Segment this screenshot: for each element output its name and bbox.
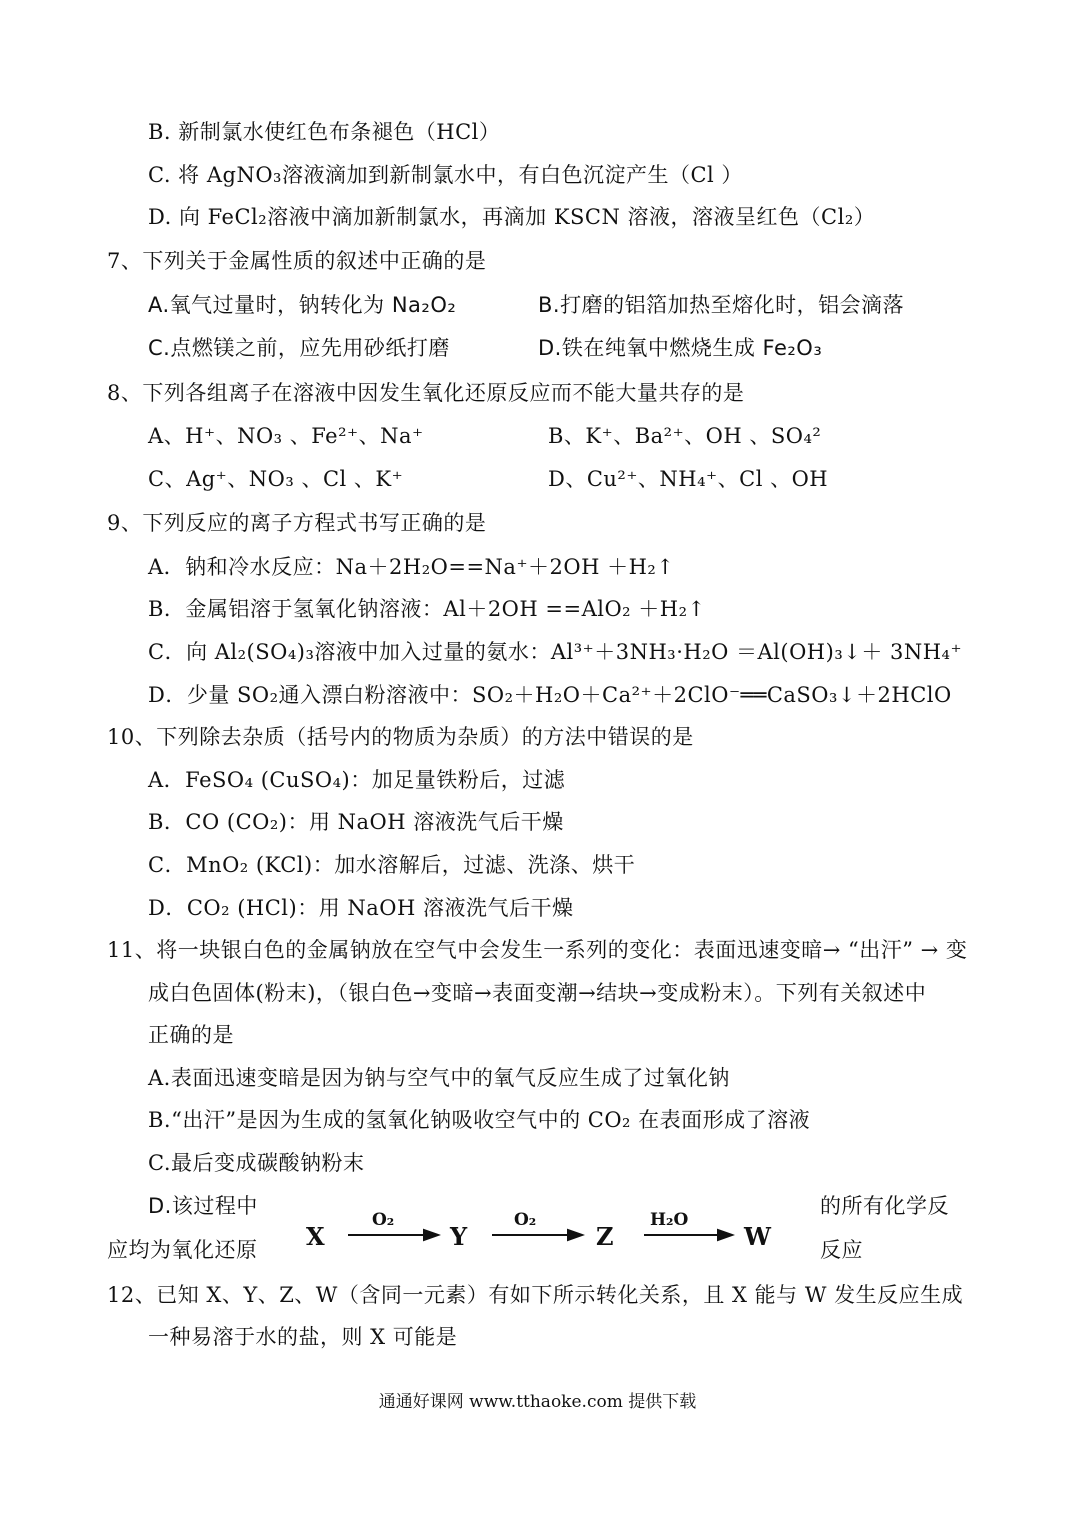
option-10a: A．FeSO₄ (CuSO₄)：加足量铁粉后，过滤	[148, 768, 566, 792]
question-11-line-2: 成白色固体(粉末)，（银白色→变暗→表面变潮→结块→变成粉末）。下列有关叙述中	[148, 981, 927, 1005]
question-10: 10、下列除去杂质（括号内的物质为杂质）的方法中错误的是	[107, 725, 694, 749]
option-9c: C．向 Al₂(SO₄)₃溶液中加入过量的氨水：Al³⁺＋3NH₃·H₂O ＝Al(OH)₃↓＋ 3NH₄⁺	[148, 640, 963, 664]
diagram-arrow-label-2: O₂	[514, 1210, 537, 1230]
option-11a: A.表面迅速变暗是因为钠与空气中的氧气反应生成了过氧化钠	[148, 1066, 730, 1090]
diagram-node-z: Z	[596, 1222, 614, 1251]
diagram-node-y: Y	[450, 1222, 468, 1251]
option-11b: B.“出汗”是因为生成的氢氧化钠吸收空气中的 CO₂ 在表面形成了溶液	[148, 1108, 811, 1132]
option-11d-part-3: 的所有化学反	[820, 1194, 949, 1218]
question-11-line-3: 正确的是	[148, 1023, 234, 1047]
option-11c: C.最后变成碳酸钠粉末	[148, 1151, 365, 1175]
question-9: 9、下列反应的离子方程式书写正确的是	[107, 511, 487, 535]
question-7: 7、下列关于金属性质的叙述中正确的是	[107, 249, 487, 273]
option-7c: C.点燃镁之前，应先用砂纸打磨	[148, 336, 450, 360]
option-6b: B. 新制氯水使红色布条褪色（HCl）	[148, 120, 501, 144]
option-10b: B．CO (CO₂)：用 NaOH 溶液洗气后干燥	[148, 810, 564, 834]
option-11d-part-4: 反应	[820, 1238, 863, 1262]
question-12: 12、已知 X、Y、Z、W（含同一元素）有如下所示转化关系，且 X 能与 W 发生反应生成	[107, 1283, 964, 1307]
question-11: 11、将一块银白色的金属钠放在空气中会发生一系列的变化：表面迅速变暗→ “出汗” → 变	[107, 938, 968, 962]
option-8b: B、K⁺、Ba²⁺、OH 、SO₄²	[548, 424, 822, 448]
diagram-arrowhead-3	[718, 1230, 732, 1240]
option-11d-part-1: D.该过程中	[148, 1194, 258, 1218]
option-10d: D．CO₂ (HCl)：用 NaOH 溶液洗气后干燥	[148, 896, 574, 920]
diagram-arrowhead-1	[424, 1230, 438, 1240]
option-7a: A.氧气过量时，钠转化为 Na₂O₂	[148, 293, 457, 317]
question-8: 8、下列各组离子在溶液中因发生氧化还原反应而不能大量共存的是	[107, 381, 745, 405]
option-9a: A．钠和冷水反应：Na＋2H₂O==Na⁺＋2OH ＋H₂↑	[148, 555, 675, 579]
diagram-node-x: X	[306, 1222, 325, 1251]
option-6c: C. 将 AgNO₃溶液滴加到新制氯水中，有白色沉淀产生（Cl ）	[148, 163, 743, 187]
option-11d-part-2: 应均为氧化还原	[107, 1238, 258, 1262]
option-10c: C．MnO₂ (KCl)：加水溶解后，过滤、洗涤、烘干	[148, 853, 636, 877]
diagram-arrow-label-1: O₂	[372, 1210, 395, 1230]
option-9b: B．金属铝溶于氢氧化钠溶液：Al＋2OH ==AlO₂ ＋H₂↑	[148, 597, 706, 621]
option-7b: B.打磨的铝箔加热至熔化时，铝会滴落	[538, 293, 905, 317]
option-6d: D. 向 FeCl₂溶液中滴加新制氯水，再滴加 KSCN 溶液，溶液呈红色（Cl₂）	[148, 205, 876, 229]
option-8d: D、Cu²⁺、NH₄⁺、Cl 、OH	[548, 467, 829, 491]
option-8c: C、Ag⁺、NO₃ 、Cl 、K⁺	[148, 467, 404, 491]
question-12-line-2: 一种易溶于水的盐，则 X 可能是	[148, 1325, 458, 1349]
diagram-arrow-label-3: H₂O	[650, 1210, 689, 1230]
option-8a: A、H⁺、NO₃ 、Fe²⁺、Na⁺	[148, 424, 424, 448]
option-7d: D.铁在纯氧中燃烧生成 Fe₂O₃	[538, 336, 823, 360]
conversion-diagram	[300, 1203, 800, 1263]
diagram-arrowhead-2	[568, 1230, 582, 1240]
option-9d: D．少量 SO₂通入漂白粉溶液中：SO₂＋H₂O＋Ca²⁺＋2ClO⁻══CaSO₃↓＋2HClO	[148, 683, 952, 707]
page-footer: 通通好课网 www.tthaoke.com 提供下载	[378, 1392, 697, 1412]
diagram-node-w: W	[744, 1222, 771, 1251]
